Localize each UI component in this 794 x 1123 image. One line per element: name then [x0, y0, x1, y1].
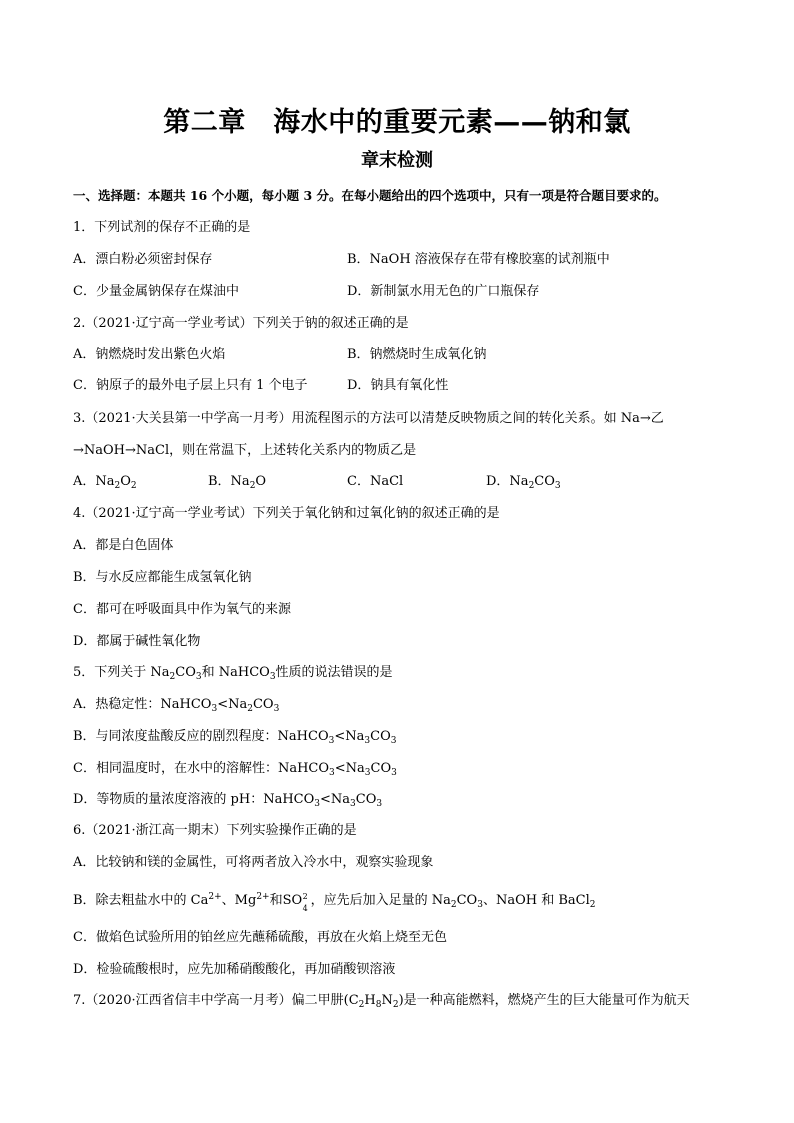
q4-option-c: C．都可在呼吸面具中作为氧气的来源	[73, 602, 291, 617]
section-instruction: 一、选择题：本题共 16 个小题，每小题 3 分。在每小题给出的四个选项中，只有一项是符合题目要求的。	[73, 188, 667, 203]
q3-stem-line2: →NaOH→NaCl，则在常温下，上述转化关系内的物质乙是	[73, 443, 417, 458]
q4-option-b: B．与水反应都能生成氢氧化钠	[73, 570, 252, 585]
q5-option-b: B．与同浓度盐酸反应的剧烈程度：$NaHCO_3<Na_3CO_3$	[73, 729, 397, 746]
q6-option-a: A．比较钠和镁的金属性，可将两者放入冷水中，观察实验现象	[73, 855, 434, 870]
q1-option-d: D．新制氯水用无色的广口瓶保存	[347, 284, 540, 299]
q3-option-b: B．$Na_2O$	[208, 474, 267, 491]
q7-stem: 7.（2020·江西省信丰中学高一月考）偏二甲肼$(C_2H_8N_2)$是一种高能燃料，燃烧产生的巨大能量可作为航天	[73, 993, 690, 1010]
q3-option-c: C．NaCl	[347, 474, 404, 489]
q1-option-b: B．NaOH 溶液保存在带有橡胶塞的试剂瓶中	[347, 252, 610, 267]
q5-stem: 5．下列关于 $Na_2CO_3$和 NaHCO$_3$性质的说法错误的是	[73, 665, 393, 682]
q2-option-c: C．钠原子的最外电子层上只有 1 个电子	[73, 378, 308, 393]
q5-option-c: C．相同温度时，在水中的溶解性：$NaHCO_3<Na_3CO_3$	[73, 761, 397, 778]
q3-option-a: A．$Na_2O_2$	[73, 474, 137, 491]
q1-option-c: C．少量金属钠保存在煤油中	[73, 284, 239, 299]
q3-stem-line1: 3.（2021·大关县第一中学高一月考）用流程图示的方法可以清楚反映物质之间的转化关系。如 Na→乙	[73, 411, 664, 426]
q6-option-d: D．检验硫酸根时，应先加稀硝酸酸化，再加硝酸钡溶液	[73, 962, 396, 977]
q3-option-d: D．$Na_2CO_3$	[486, 474, 561, 491]
q2-stem: 2.（2021·辽宁高一学业考试）下列关于钠的叙述正确的是	[73, 316, 409, 331]
chapter-subtitle: 章末检测	[361, 150, 433, 171]
sulfate-ion: SO 2 4	[282, 892, 308, 913]
q1-stem: 1．下列试剂的保存不正确的是	[73, 220, 251, 235]
q2-option-a: A．钠燃烧时发出紫色火焰	[73, 347, 226, 362]
chapter-title: 第二章 海水中的重要元素——钠和氯	[163, 107, 631, 138]
q2-option-b: B．钠燃烧时生成氧化钠	[347, 347, 487, 362]
q2-option-d: D．钠具有氧化性	[347, 378, 449, 393]
q6-stem: 6.（2021·浙江高一期末）下列实验操作正确的是	[73, 823, 357, 838]
q4-option-a: A．都是白色固体	[73, 538, 174, 553]
q4-option-d: D．都属于碱性氧化物	[73, 634, 201, 649]
q6-option-c: C．做焰色试验所用的铂丝应先蘸稀硫酸，再放在火焰上烧至无色	[73, 930, 447, 945]
q5-option-a: A．热稳定性：$NaHCO_3<Na_2CO_3$	[73, 697, 280, 714]
q5-option-d: D．等物质的量浓度溶液的 pH：$NaHCO_3<Na_3CO_3$	[73, 792, 383, 809]
q4-stem: 4.（2021·辽宁高一学业考试）下列关于氧化钠和过氧化钠的叙述正确的是	[73, 506, 500, 521]
q6-option-b: B．除去粗盐水中的 $Ca^{2+}$、$Mg^{2+}$和 SO 2 4 ，应先后加入足量的 $Na_2CO_3$、NaOH 和 BaCl$_2$	[73, 892, 596, 913]
q1-option-a: A．漂白粉必须密封保存	[73, 252, 213, 267]
